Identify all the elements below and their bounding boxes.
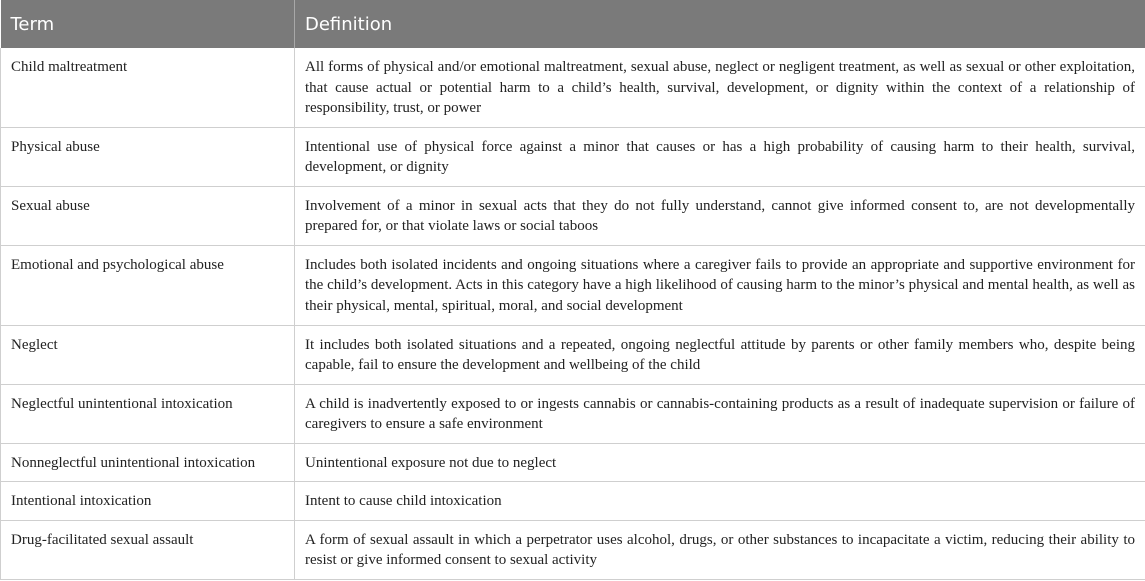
term-cell: Nonneglectful unintentional intoxication: [1, 443, 295, 482]
term-cell: Sexual abuse: [1, 186, 295, 245]
table-body: [1, 48, 1145, 579]
definition-cell: A child is inadvertently exposed to or ingests cannabis or cannabis-containing products as a result of inadequate supervision or failure of caregivers to ensure a safe environment: [295, 384, 1145, 443]
table-row: [1, 482, 1145, 521]
definition-column-header: Definition: [295, 0, 1145, 48]
term-cell: Physical abuse: [1, 127, 295, 186]
table-row: [1, 443, 1145, 482]
table-row: [1, 245, 1145, 325]
term-cell: Neglect: [1, 325, 295, 384]
definition-cell: Involvement of a minor in sexual acts that they do not fully understand, cannot give informed consent to, are not developmentally prepared for, or that violate laws or social taboos: [295, 186, 1145, 245]
term-cell: Emotional and psychological abuse: [1, 245, 295, 325]
table-row: [1, 48, 1145, 127]
definition-cell: Unintentional exposure not due to neglect: [295, 443, 1145, 482]
table-row: [1, 520, 1145, 579]
definition-cell: It includes both isolated situations and a repeated, ongoing neglectful attitude by parents or other family members who, despite being capable, fail to ensure the development and wellbeing of the child: [295, 325, 1145, 384]
definition-cell: Intentional use of physical force against a minor that causes or has a high probability of causing harm to their health, survival, development, or dignity: [295, 127, 1145, 186]
table-row: [1, 325, 1145, 384]
term-column-header: Term: [1, 0, 295, 48]
definition-cell: Includes both isolated incidents and ongoing situations where a caregiver fails to provide an appropriate and supportive environment for the child’s development. Acts in this category have a high likelihood of causing harm to the minor’s physical and mental health, as well as their physical, mental, spiritual, moral, and social development: [295, 245, 1145, 325]
header-row: [1, 0, 1145, 48]
table-row: [1, 186, 1145, 245]
definition-cell: Intent to cause child intoxication: [295, 482, 1145, 521]
definition-cell: A form of sexual assault in which a perpetrator uses alcohol, drugs, or other substances to incapacitate a victim, reducing their ability to resist or give informed consent to sexual activity: [295, 520, 1145, 579]
term-cell: Drug-facilitated sexual assault: [1, 520, 295, 579]
table-header: [1, 0, 1145, 48]
term-cell: Child maltreatment: [1, 48, 295, 127]
term-cell: Intentional intoxication: [1, 482, 295, 521]
term-cell: Neglectful unintentional intoxication: [1, 384, 295, 443]
definition-cell: All forms of physical and/or emotional maltreatment, sexual abuse, neglect or negligent treatment, as well as sexual or other exploitation, that cause actual or potential harm to a child’s health, survival, development, or dignity within the context of a relationship of responsibility, trust, or power: [295, 48, 1145, 127]
table-row: [1, 384, 1145, 443]
table-row: [1, 127, 1145, 186]
